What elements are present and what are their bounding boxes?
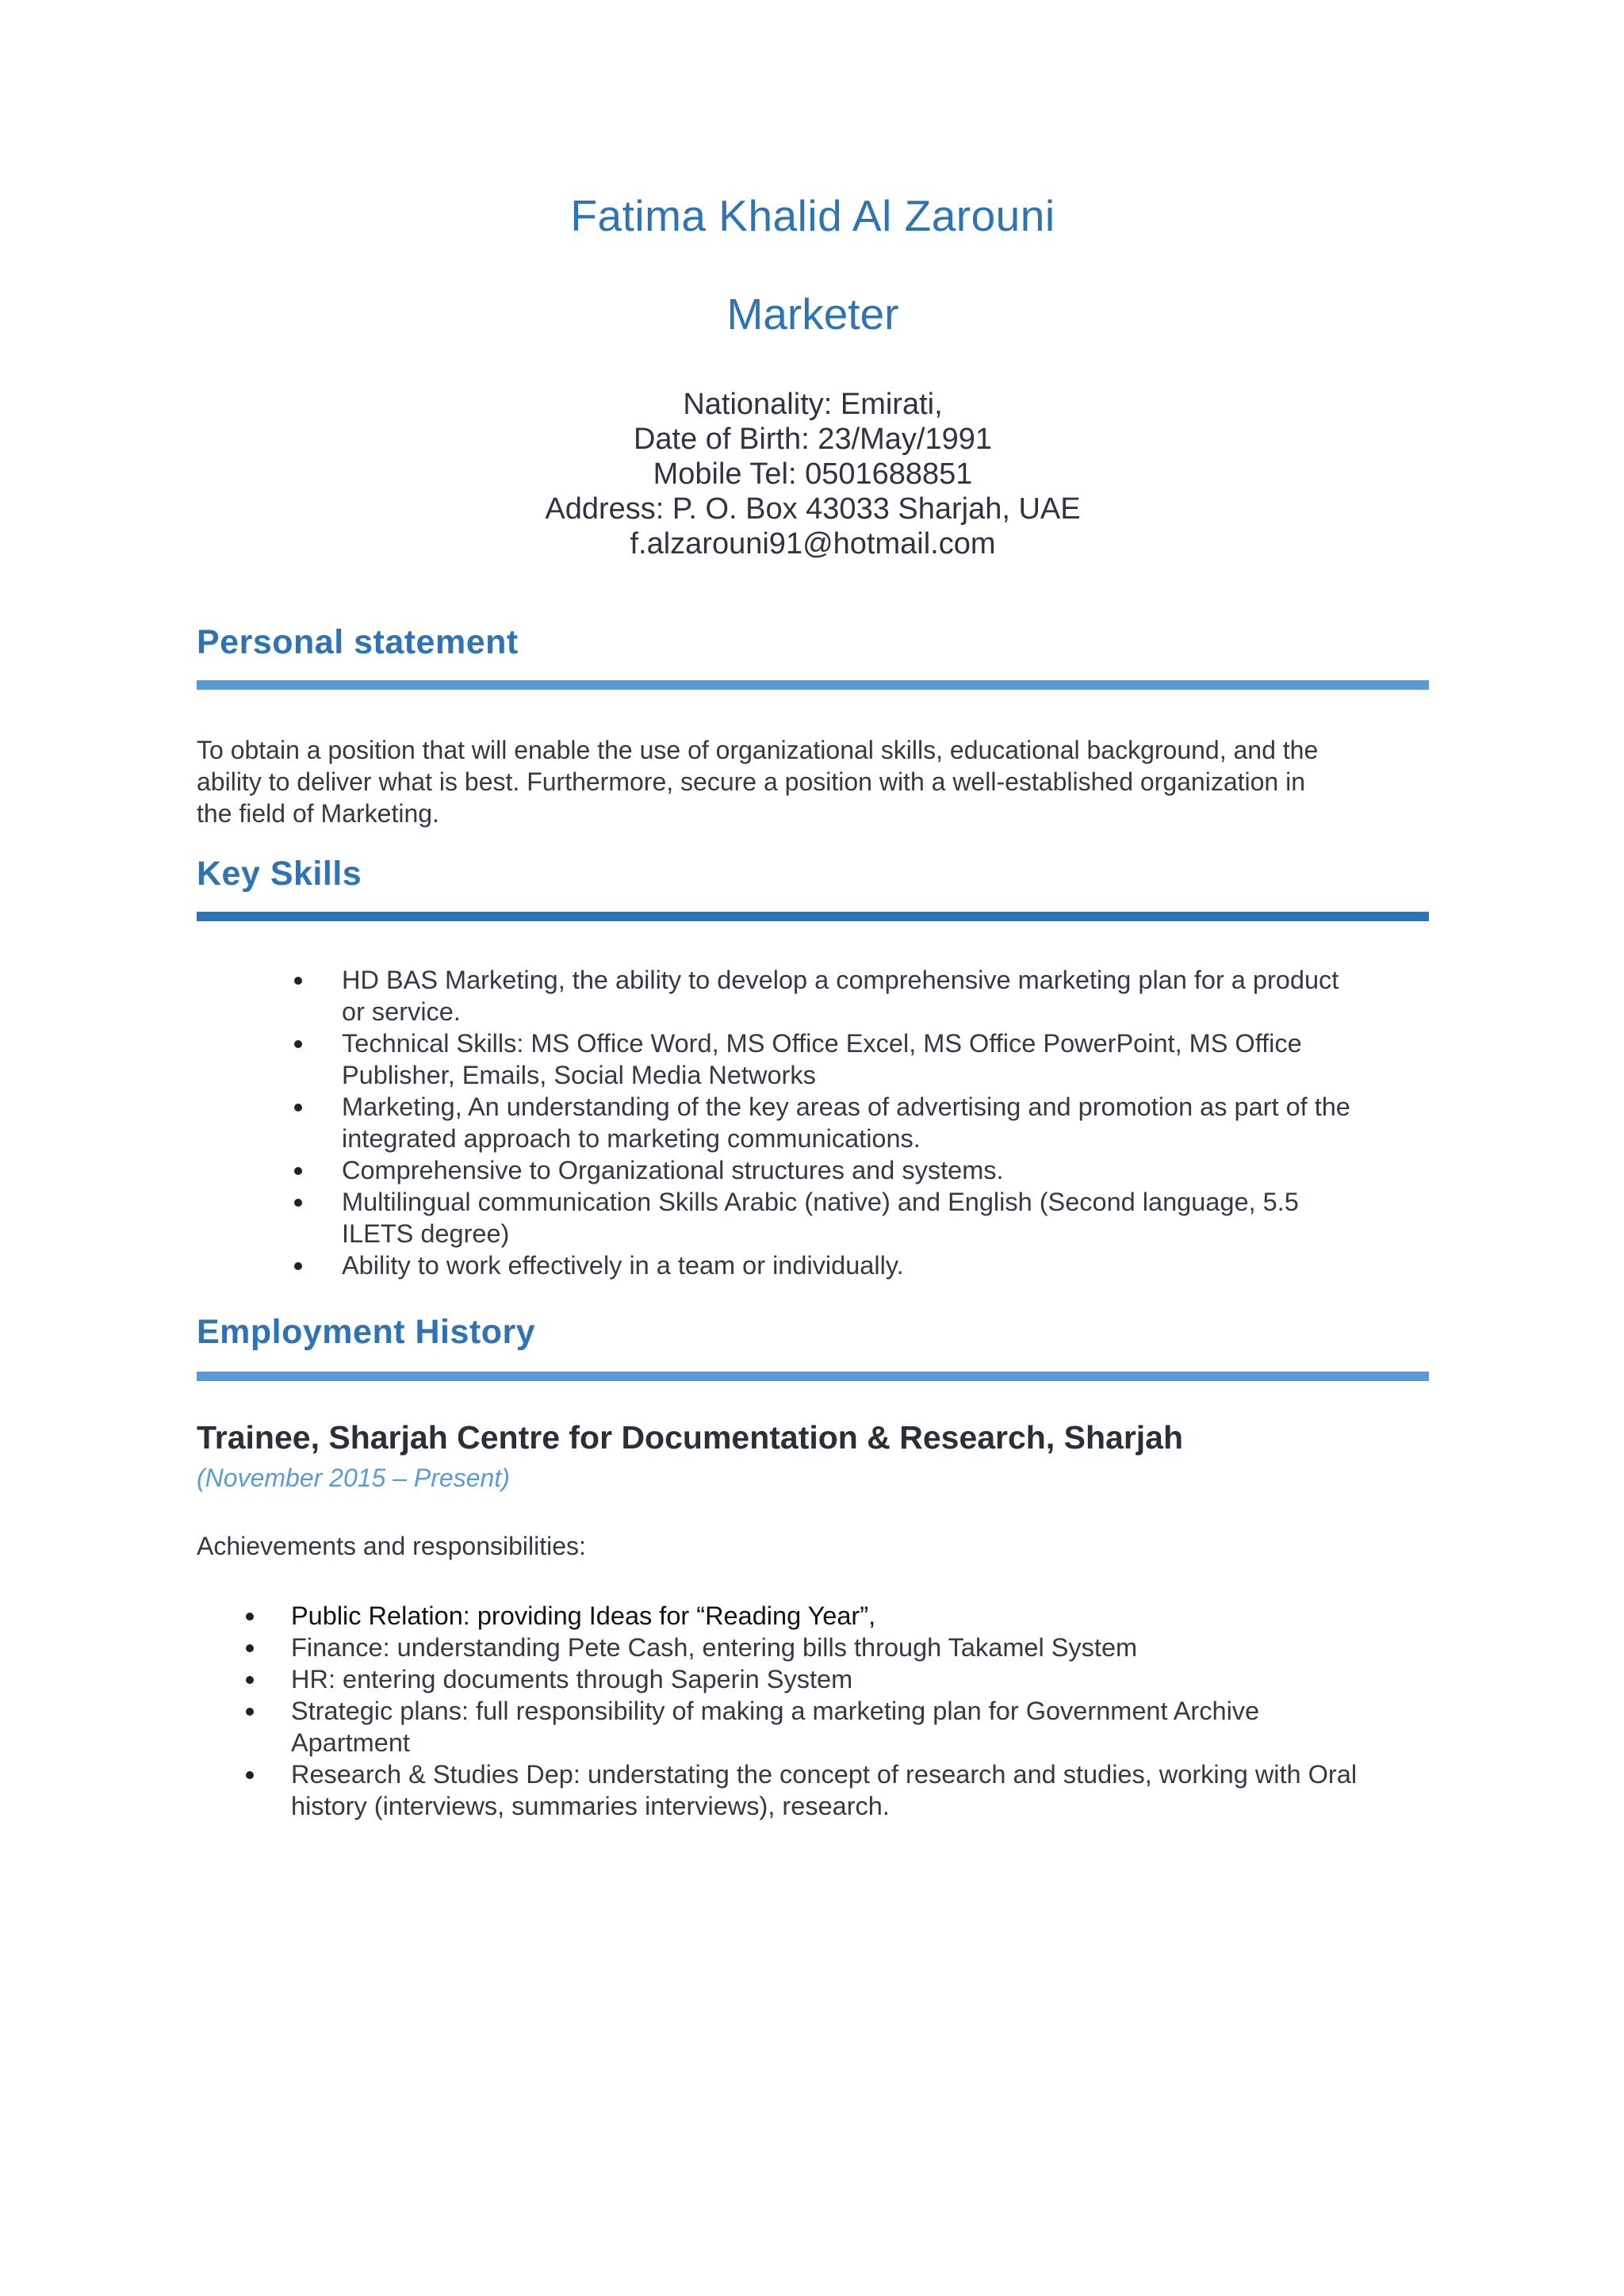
employment-history-divider bbox=[197, 1372, 1429, 1381]
key-skills-list bbox=[342, 964, 1429, 1281]
personal-statement-divider bbox=[197, 680, 1429, 690]
mobile-line: Mobile Tel: 0501688851 bbox=[653, 457, 973, 491]
key-skills-divider bbox=[197, 912, 1429, 921]
candidate-role: Marketer bbox=[726, 289, 899, 339]
personal-statement-text bbox=[197, 734, 1429, 829]
personal-statement-heading: Personal statement bbox=[197, 623, 519, 661]
bullet-icon bbox=[246, 1708, 254, 1716]
list-item: Comprehensive to Organizational structures and systems. bbox=[342, 1154, 1429, 1186]
bullet-icon bbox=[294, 1040, 302, 1048]
job-title: Trainee, Sharjah Centre for Documentation & Research, Sharjah bbox=[197, 1419, 1184, 1456]
bullet-icon bbox=[294, 1262, 302, 1270]
email-line: f.alzarouni91@hotmail.com bbox=[630, 527, 996, 561]
job-dates: (November 2015 – Present) bbox=[197, 1464, 510, 1492]
list-item: HR: entering documents through Saperin System bbox=[291, 1663, 1429, 1695]
job-intro: Achievements and responsibilities: bbox=[197, 1532, 586, 1560]
address-line: Address: P. O. Box 43033 Sharjah, UAE bbox=[545, 492, 1081, 526]
list-item: Research & Studies Dep: understating the concept of research and studies, working with Oral history (interviews, summaries interviews), research. bbox=[291, 1758, 1429, 1822]
nationality-line: Nationality: Emirati, bbox=[683, 388, 943, 421]
contact-block bbox=[197, 387, 1429, 561]
list-item: Strategic plans: full responsibility of making a marketing plan for Government Archive Apartment bbox=[291, 1695, 1429, 1758]
bullet-icon bbox=[246, 1676, 254, 1684]
list-item: Finance: understanding Pete Cash, entering bills through Takamel System bbox=[291, 1632, 1429, 1663]
bullet-icon bbox=[294, 1199, 302, 1207]
candidate-name: Fatima Khalid Al Zarouni bbox=[570, 191, 1055, 240]
bullet-icon bbox=[246, 1771, 254, 1779]
statement-line: To obtain a position that will enable the use of organizational skills, educational background, and the bbox=[197, 736, 1319, 764]
employment-history-heading: Employment History bbox=[197, 1313, 536, 1351]
key-skills-heading: Key Skills bbox=[197, 855, 362, 893]
bullet-icon bbox=[294, 1167, 302, 1175]
list-item: Multilingual communication Skills Arabic (native) and English (Second language, 5.5 ILETS degree) bbox=[342, 1186, 1429, 1249]
bullet-icon bbox=[246, 1613, 254, 1621]
job-responsibilities-list bbox=[291, 1600, 1429, 1822]
list-item: Ability to work effectively in a team or individually. bbox=[342, 1249, 1429, 1281]
bullet-icon bbox=[246, 1644, 254, 1652]
statement-line: the field of Marketing. bbox=[197, 799, 439, 828]
list-item: Public Relation: providing Ideas for “Reading Year”, bbox=[291, 1600, 1429, 1632]
list-item: Technical Skills: MS Office Word, MS Office Excel, MS Office PowerPoint, MS Office Publisher, Emails, Social Media Networks bbox=[342, 1027, 1429, 1091]
bullet-icon bbox=[294, 977, 302, 985]
list-item: Marketing, An understanding of the key areas of advertising and promotion as part of the integrated approach to marketing communications. bbox=[342, 1091, 1429, 1154]
date-of-birth-line: Date of Birth: 23/May/1991 bbox=[633, 423, 993, 456]
statement-line: ability to deliver what is best. Furthermore, secure a position with a well-established organization in bbox=[197, 767, 1306, 796]
list-item: HD BAS Marketing, the ability to develop a comprehensive marketing plan for a product or service. bbox=[342, 964, 1429, 1027]
bullet-icon bbox=[294, 1104, 302, 1112]
